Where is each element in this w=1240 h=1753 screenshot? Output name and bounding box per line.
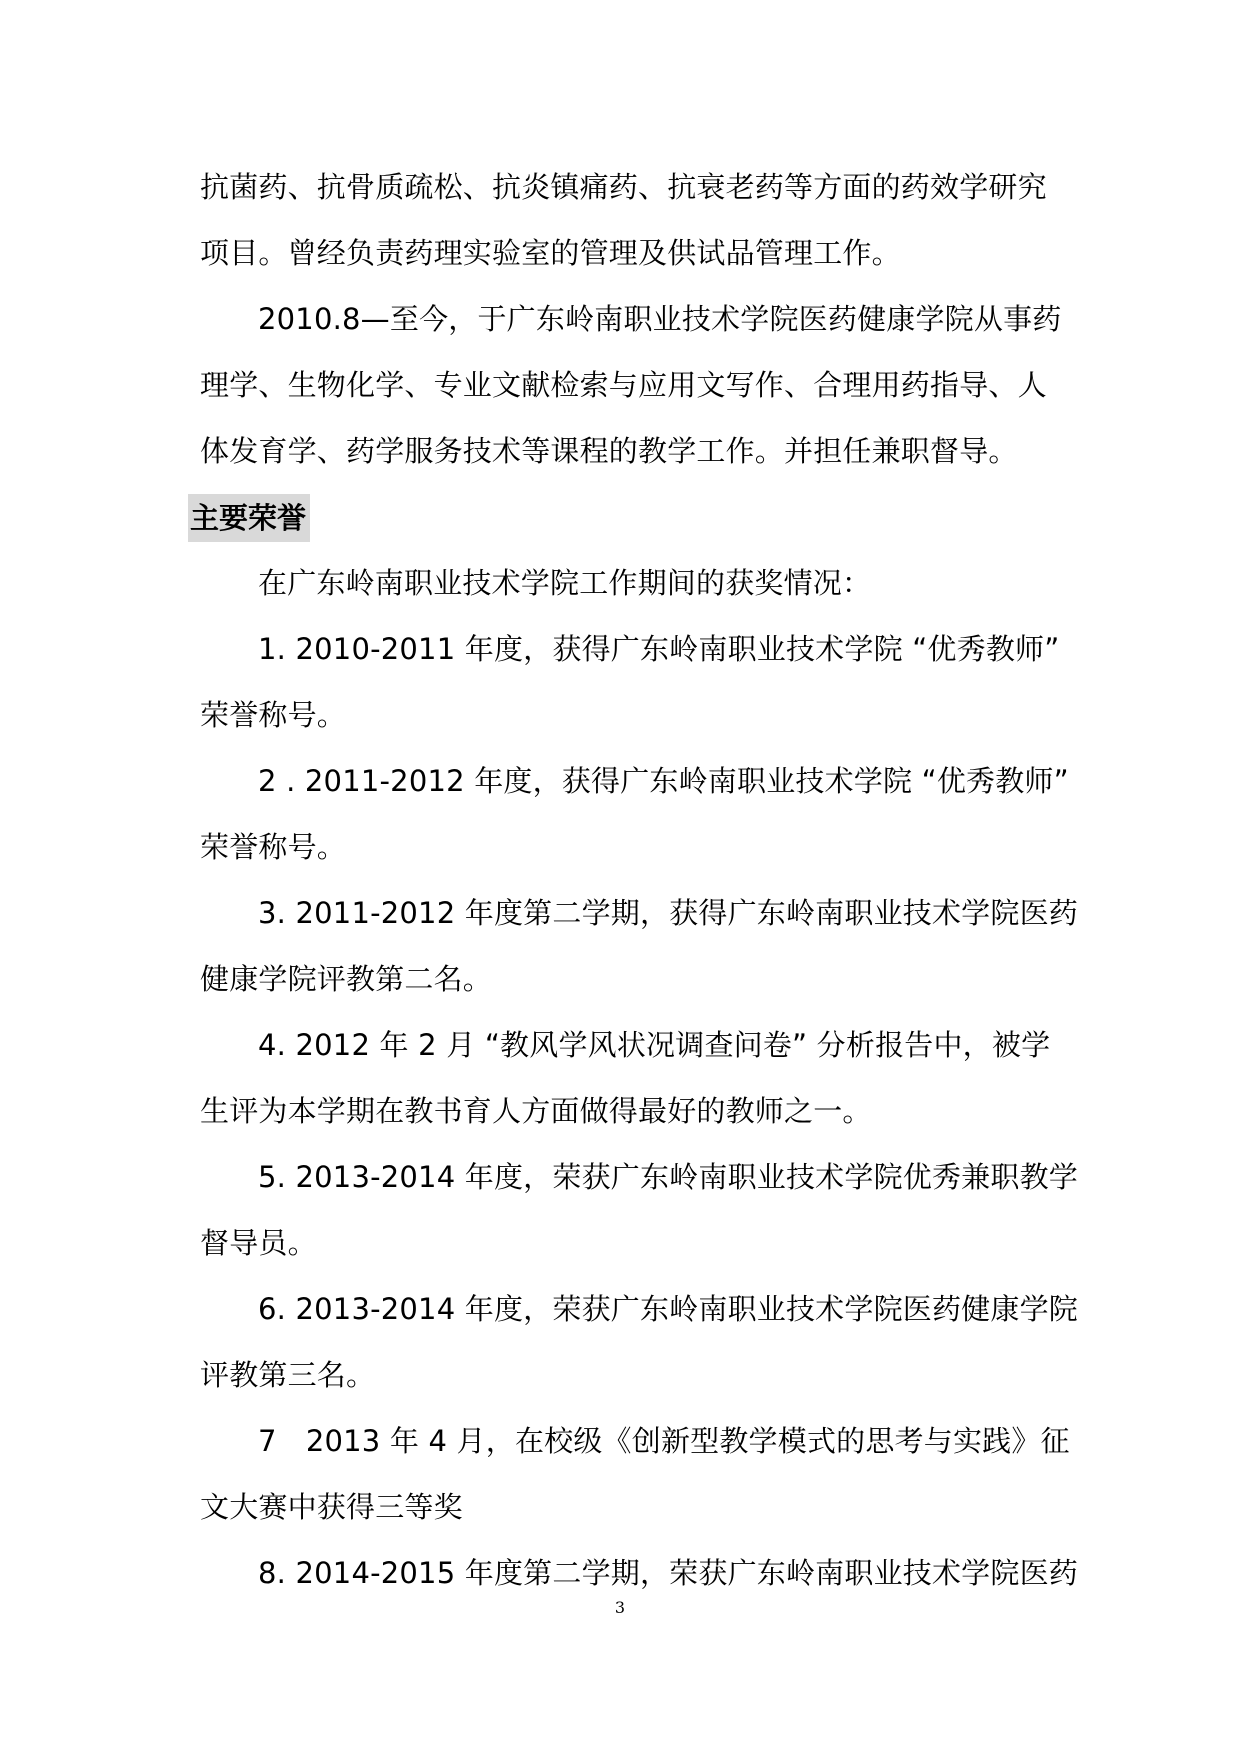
award-6-line-1: 6. 2013-2014 年度，荣获广东岭南职业技术学院医药健康学院 [258, 1292, 1078, 1326]
award-3-line-1: 3. 2011-2012 年度第二学期，获得广东岭南职业技术学院医药 [258, 896, 1078, 930]
intro-line-2: 项目。曾经负责药理实验室的管理及供试品管理工作。 [200, 236, 901, 270]
award-5-line-1: 5. 2013-2014 年度，荣获广东岭南职业技术学院优秀兼职教学 [258, 1160, 1078, 1194]
award-7-line-1: 7 2013 年 4 月，在校级《创新型教学模式的思考与实践》征 [258, 1424, 1070, 1458]
award-5-line-2: 督导员。 [200, 1226, 317, 1260]
experience-line-2: 理学、生物化学、专业文献检索与应用文写作、合理用药指导、人 [200, 368, 1047, 402]
award-8-line-1: 8. 2014-2015 年度第二学期，荣获广东岭南职业技术学院医药 [258, 1556, 1078, 1590]
honors-heading-row [188, 484, 1060, 550]
document-body [190, 154, 1078, 1606]
experience-line-3: 体发育学、药学服务技术等课程的教学工作。并担任兼职督导。 [200, 434, 1018, 468]
intro-line-1: 抗菌药、抗骨质疏松、抗炎镇痛药、抗衰老药等方面的药效学研究 [200, 170, 1047, 204]
award-2-line-2: 荣誉称号。 [200, 830, 347, 864]
page-number: 3 [614, 1598, 626, 1617]
award-4-line-2: 生评为本学期在教书育人方面做得最好的教师之一。 [200, 1094, 872, 1128]
award-1-line-2: 荣誉称号。 [200, 698, 347, 732]
award-3-line-2: 健康学院评教第二名。 [200, 962, 493, 996]
experience-line-1: 2010.8—至今，于广东岭南职业技术学院医药健康学院从事药 [258, 302, 1062, 336]
award-1-line-1: 1. 2010-2011 年度，获得广东岭南职业技术学院 “优秀教师” [258, 632, 1060, 666]
award-7-line-2: 文大赛中获得三等奖 [200, 1490, 463, 1524]
award-4-line-1: 4. 2012 年 2 月 “教风学风状况调查问卷” 分析报告中，被学 [258, 1028, 1051, 1062]
honors-intro: 在广东岭南职业技术学院工作期间的获奖情况： [258, 566, 872, 600]
award-2-line-1: 2 . 2011-2012 年度，获得广东岭南职业技术学院 “优秀教师” [258, 764, 1069, 798]
award-6-line-2: 评教第三名。 [200, 1358, 376, 1392]
honors-heading: 主要荣誉 [188, 494, 310, 542]
